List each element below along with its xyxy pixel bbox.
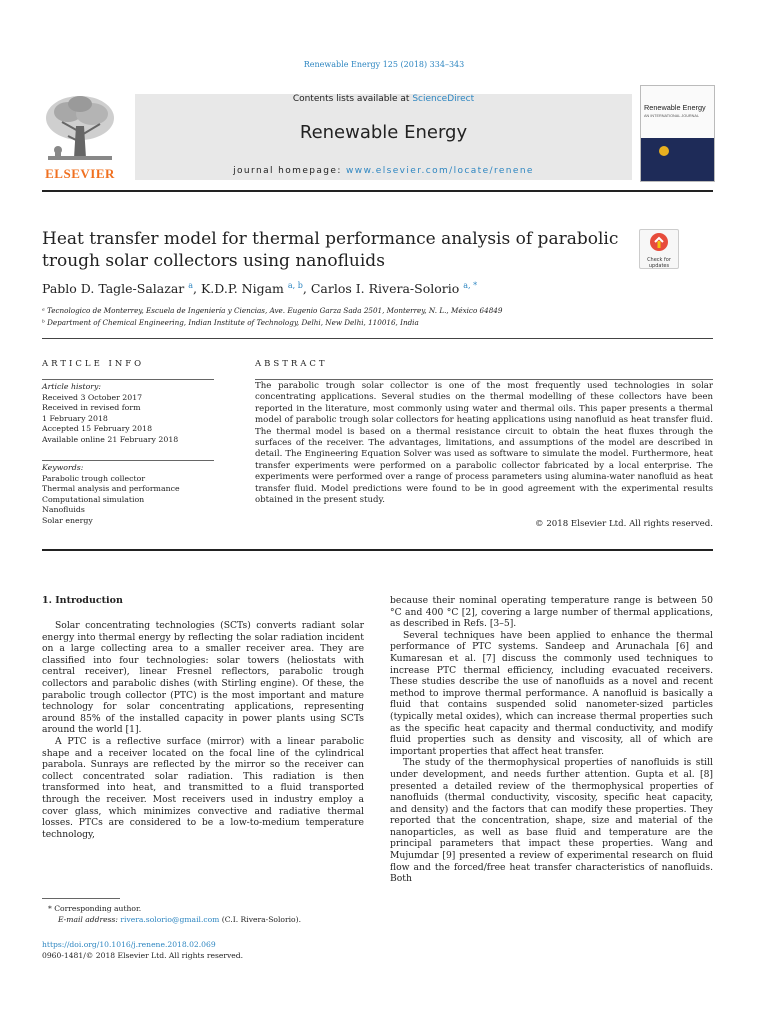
body-column-left [42,620,364,840]
issn-line: 0960-1481/© 2018 Elsevier Ltd. All rights reserved. [42,951,244,960]
email-label: E-mail address: [58,915,121,924]
badge-line-1: Check for [647,257,671,263]
cover-title: Renewable Energy [644,103,706,112]
cover-subtitle: AN INTERNATIONAL JOURNAL [644,114,700,118]
history-item: Available online 21 February 2018 [42,434,179,444]
email-link[interactable]: rivera.solorio@gmail.com [120,915,220,924]
badge-line-2: updates [648,262,670,269]
email-line [42,914,301,925]
body-paragraph: The study of the thermophysical properties of nanofluids is still under development, and needs further attention. Gupta et al. [8] presented a detailed review of the thermophysical properties of nanofluids (thermal conductivity, viscosity, specific heat capacity, and density) and the factors that can modify these properties. They reported that the concentration, shape, size and material of the nanoparticles, as well as base fluid and temperature are the principal parameters that impact these properties. Wang and Mujumdar [9] presented a review of experimental research on fluid flow and the forced/free heat transfer characteristics of nanofluids. Both [390,757,713,885]
keyword: Solar energy [42,515,93,525]
abstract-copyright: © 2018 Elsevier Ltd. All rights reserved. [535,519,713,529]
paper-title [42,228,622,272]
check-for-updates-badge[interactable] [639,229,679,269]
body-paragraph: because their nominal operating temperature range is between 50 °C and 400 °C [2], covering a large number of thermal applications, as described in Refs. [3–5]. [390,595,713,630]
body-paragraph: Several techniques have been applied to enhance the thermal performance of PTC systems. Sandeep and Arunachala [6] and Kumaresan et al. [7] discuss the commonly used techniques to increase PTC thermal efficiency, including evacuated receivers. These studies describe the use of nanofluids as a novel and recent method to improve thermal performance. A nanofluid is basically a fluid that contains suspended solid nanometer-sized particles (typically metal oxides), which can increase thermal properties such as the specific heat capacity and thermal conductivity, and modify fluid properties such as density and viscosity, all of which are important properties that affect heat transfer. [390,629,713,757]
abstract-label: ABSTRACT [255,359,328,369]
author-affil-link[interactable]: a, b [287,281,303,290]
footnote [42,903,301,925]
title-line-1: Heat transfer model for thermal performance analysis of parabolic [42,229,619,249]
badge-text [640,258,678,269]
author-name: Pablo D. Tagle-Salazar [42,281,185,297]
history-label: Article history: [42,382,102,391]
cover-emblem-icon [659,146,669,156]
publisher-wordmark: ELSEVIER [45,166,115,181]
author-affil-link[interactable]: a [188,281,194,290]
homepage-prefix: journal homepage: [233,166,347,176]
abstract-rule [255,379,713,380]
title-line-2: trough solar collectors using nanofluids [42,251,385,271]
keywords-label: Keywords: [42,463,84,472]
journal-title: Renewable Energy [299,122,468,143]
header-rule [42,190,713,192]
author-name: K.D.P. Nigam [200,281,284,297]
keywords-block [42,463,222,527]
author-name: Carlos I. Rivera-Solorio [310,281,460,297]
history-item: Accepted 15 February 2018 [42,424,153,434]
keyword: Parabolic trough collector [42,473,146,483]
affiliation-rule [42,338,713,339]
body-column-right [390,595,713,885]
body-paragraph: Solar concentrating technologies (SCTs) converts radiant solar energy into thermal energy by reflecting the solar radiation incident on a large collecting area to a smaller receiver area. They are classified into four technologies: solar towers (heliostats with central receiver), linear Fresnel reflectors, parabolic trough collectors and parabolic dishes (with Stirling engine). Of these, the parabolic trough collector (PTC) is the most important and mature technology for solar concentrating applications, representing around 85% of the installed capacity in power plants using SCTs around the world [1]. [42,620,364,736]
article-info-label: ARTICLE INFO [42,359,145,369]
email-suffix: (C.I. Rivera-Solorio). [219,915,301,924]
keyword: Nanofluids [42,505,85,515]
doi-block [42,939,243,961]
journal-cover-thumbnail[interactable] [640,85,715,182]
abstract-text: The parabolic trough solar collector is one of the most frequently used technologies in solar concentrating applications. Several studies on the thermal modelling of these collectors have been reported in the literature, most commonly using water and thermal oils. This paper presents a thermal model of parabolic trough solar collectors for heating applications using nanofluid as heat transfer fluid. The thermal model is based on a thermal resistance circuit to obtain the heat fluxes through the surfaces of the receiver. The advantages, limitations, and assumptions of the model are described in detail. The Engineering Equation Solver was used as software to simulate the model. Furthermore, heat transfer experiments were performed on a parabolic collector fabricated by a local enterprise. The experiments were performed over a range of process parameters using alumina-water nanofluid as heat transfer fluid. Model predictions were found to be in good agreement with the experimental results obtained in the present study. [255,381,713,506]
journal-citation[interactable]: Renewable Energy 125 (2018) 334–343 [303,60,465,69]
homepage-link[interactable]: www.elsevier.com/locate/renene [346,166,534,176]
contents-line [135,94,632,104]
doi-link[interactable]: https://doi.org/10.1016/j.renene.2018.02.069 [42,940,216,949]
history-item: 1 February 2018 [42,413,108,423]
tree-icon [40,92,120,166]
article-info-rule [42,379,214,380]
cover-band [641,138,714,181]
crossmark-icon [640,230,678,254]
journal-homepage-line [135,166,632,176]
author-list: Pablo D. Tagle-Salazar $^a$, K.D.P. Nigam $^{a, b}$, Carlos I. Rivera-Solorio $^{a, *}$ [42,281,478,297]
body-paragraph: A PTC is a reflective surface (mirror) with a linear parabolic shape and a receiver located on the focal line of the cylindrical parabola. Sunrays are reflected by the mirror so the receiver can collect concentrated solar radiation. This radiation is then transformed into heat, and transmitted to a fluid transported through the receiver. Most receivers used in industry employ a cover glass, which minimizes convective and radiative thermal losses. PTCs are considered to be a low-to-medium temperature technology, [42,735,364,840]
keyword: Thermal analysis and performance [42,484,180,494]
history-item: Received in revised form [42,403,141,413]
section-heading-introduction: 1. Introduction [42,595,123,606]
contents-prefix: Contents lists available at [292,94,413,104]
keywords-rule [42,460,214,461]
footnote-rule [42,898,120,899]
keyword: Computational simulation [42,494,145,504]
abstract-bottom-rule [42,549,713,551]
affiliation-a: ᵃ Tecnologico de Monterrey, Escuela de Ingeniería y Ciencias, Ave. Eugenio Garza Sada 2501, Monterrey, N. L., México 64849 [42,306,503,315]
affiliation-b: ᵇ Department of Chemical Engineering, Indian Institute of Technology, Delhi, New Delhi, 110016, India [42,318,419,327]
author-affil-link[interactable]: a, * [463,281,478,290]
sciencedirect-link[interactable]: ScienceDirect [412,94,475,104]
history-item: Received 3 October 2017 [42,392,143,402]
article-history [42,382,222,446]
corresponding-author-note: * Corresponding author. [48,904,142,913]
